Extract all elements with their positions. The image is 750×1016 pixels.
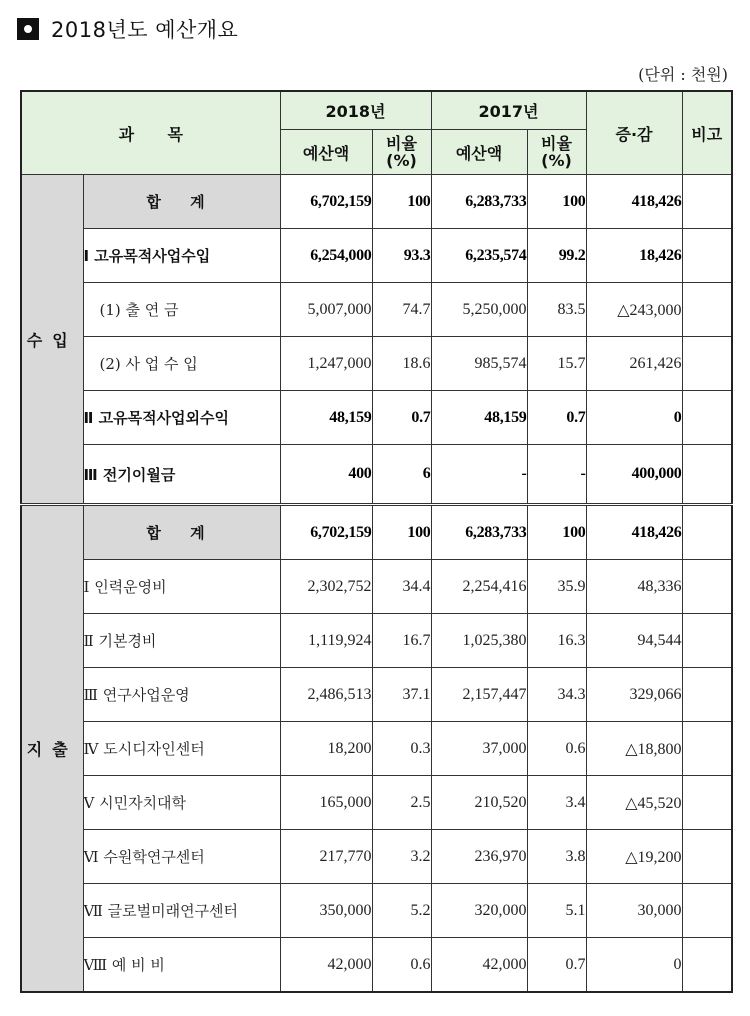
cell-2017-ratio: 100 <box>527 175 586 229</box>
cell-2017-amount: 42,000 <box>431 938 527 993</box>
cell-2017-amount: 2,157,447 <box>431 668 527 722</box>
section-income: 수입 <box>21 175 83 505</box>
cell-2017-ratio: 5.1 <box>527 884 586 938</box>
cell-2017-amount: 320,000 <box>431 884 527 938</box>
cell-change: △19,200 <box>586 830 682 884</box>
table-row <box>21 391 732 445</box>
cell-remarks <box>682 722 732 776</box>
cell-2018-ratio: 3.2 <box>372 830 431 884</box>
cell-2018-ratio: 18.6 <box>372 337 431 391</box>
title-text: 2018년도 예산개요 <box>51 18 239 42</box>
cell-2017-amount: - <box>431 445 527 505</box>
row-label: Ⅲ 전기이월금 <box>83 445 280 505</box>
table-row <box>21 337 732 391</box>
ratio-unit: (%) <box>386 151 417 170</box>
cell-2018-amount: 42,000 <box>280 938 372 993</box>
cell-2018-ratio: 100 <box>372 505 431 560</box>
cell-remarks <box>682 175 732 229</box>
cell-2018-ratio: 34.4 <box>372 560 431 614</box>
cell-change: △243,000 <box>586 283 682 337</box>
cell-2018-amount: 6,702,159 <box>280 505 372 560</box>
cell-change: △18,800 <box>586 722 682 776</box>
table-row <box>21 776 732 830</box>
table-row <box>21 722 732 776</box>
cell-2017-amount: 5,250,000 <box>431 283 527 337</box>
cell-2017-amount: 48,159 <box>431 391 527 445</box>
cell-2017-amount: 6,235,574 <box>431 229 527 283</box>
header-2017: 2017년 <box>431 91 586 130</box>
row-label: Ⅵ 수원학연구센터 <box>83 830 280 884</box>
cell-2017-amount: 210,520 <box>431 776 527 830</box>
table-row <box>21 668 732 722</box>
row-label: Ⅱ 고유목적사업외수익 <box>83 391 280 445</box>
cell-2018-ratio: 0.3 <box>372 722 431 776</box>
cell-2018-amount: 6,702,159 <box>280 175 372 229</box>
section-expense: 지출 <box>21 505 83 993</box>
table-row <box>21 175 732 229</box>
cell-change: 418,426 <box>586 175 682 229</box>
row-label: 합 계 <box>83 505 280 560</box>
cell-2017-ratio: 3.4 <box>527 776 586 830</box>
cell-remarks <box>682 283 732 337</box>
cell-2017-ratio: - <box>527 445 586 505</box>
ratio-label: 비율 <box>541 134 572 153</box>
table-row <box>21 560 732 614</box>
cell-2018-amount: 2,486,513 <box>280 668 372 722</box>
cell-2017-amount: 37,000 <box>431 722 527 776</box>
cell-2018-amount: 6,254,000 <box>280 229 372 283</box>
cell-2018-amount: 1,247,000 <box>280 337 372 391</box>
header-2018-ratio <box>372 130 431 175</box>
header-subject: 과 목 <box>21 91 280 175</box>
cell-2018-ratio: 16.7 <box>372 614 431 668</box>
cell-remarks <box>682 229 732 283</box>
ratio-label: 비율 <box>386 134 417 153</box>
cell-remarks <box>682 776 732 830</box>
row-label: Ⅷ 예 비 비 <box>83 938 280 993</box>
cell-2017-amount: 1,025,380 <box>431 614 527 668</box>
cell-change: 30,000 <box>586 884 682 938</box>
cell-2017-ratio: 16.3 <box>527 614 586 668</box>
cell-2018-amount: 5,007,000 <box>280 283 372 337</box>
row-label: Ⅱ 기본경비 <box>83 614 280 668</box>
table-row <box>21 614 732 668</box>
cell-2018-amount: 165,000 <box>280 776 372 830</box>
cell-remarks <box>682 337 732 391</box>
cell-change: 329,066 <box>586 668 682 722</box>
page-title <box>17 14 238 44</box>
cell-2018-ratio: 2.5 <box>372 776 431 830</box>
cell-2018-ratio: 0.6 <box>372 938 431 993</box>
cell-2018-amount: 350,000 <box>280 884 372 938</box>
cell-2017-ratio: 0.6 <box>527 722 586 776</box>
cell-remarks <box>682 938 732 993</box>
row-label: 합 계 <box>83 175 280 229</box>
header-2017-amount: 예산액 <box>431 130 527 175</box>
cell-2017-amount: 6,283,733 <box>431 175 527 229</box>
cell-2018-amount: 18,200 <box>280 722 372 776</box>
cell-2018-ratio: 100 <box>372 175 431 229</box>
cell-2017-ratio: 35.9 <box>527 560 586 614</box>
ratio-unit: (%) <box>541 151 572 170</box>
bullet-icon <box>17 18 39 40</box>
cell-remarks <box>682 668 732 722</box>
table-row <box>21 505 732 560</box>
cell-2017-amount: 985,574 <box>431 337 527 391</box>
cell-change: 18,426 <box>586 229 682 283</box>
cell-remarks <box>682 505 732 560</box>
cell-change: 418,426 <box>586 505 682 560</box>
table-row <box>21 283 732 337</box>
header-2018: 2018년 <box>280 91 431 130</box>
row-label: Ⅰ 인력운영비 <box>83 560 280 614</box>
cell-change: 94,544 <box>586 614 682 668</box>
cell-2018-amount: 48,159 <box>280 391 372 445</box>
table-row <box>21 830 732 884</box>
cell-2018-amount: 217,770 <box>280 830 372 884</box>
cell-2017-ratio: 15.7 <box>527 337 586 391</box>
header-change: 증·감 <box>586 91 682 175</box>
cell-2017-amount: 2,254,416 <box>431 560 527 614</box>
cell-remarks <box>682 445 732 505</box>
cell-change: 48,336 <box>586 560 682 614</box>
cell-2018-ratio: 6 <box>372 445 431 505</box>
row-label: Ⅰ 고유목적사업수입 <box>83 229 280 283</box>
cell-change: 261,426 <box>586 337 682 391</box>
cell-2017-ratio: 99.2 <box>527 229 586 283</box>
cell-2018-amount: 2,302,752 <box>280 560 372 614</box>
cell-2017-amount: 236,970 <box>431 830 527 884</box>
cell-remarks <box>682 884 732 938</box>
cell-2017-ratio: 34.3 <box>527 668 586 722</box>
cell-2018-ratio: 5.2 <box>372 884 431 938</box>
table-row <box>21 884 732 938</box>
table-row <box>21 229 732 283</box>
cell-2017-ratio: 0.7 <box>527 938 586 993</box>
cell-remarks <box>682 614 732 668</box>
table-row <box>21 938 732 993</box>
row-label: Ⅶ 글로벌미래연구센터 <box>83 884 280 938</box>
cell-2017-ratio: 83.5 <box>527 283 586 337</box>
header-2017-ratio <box>527 130 586 175</box>
row-label: Ⅳ 도시디자인센터 <box>83 722 280 776</box>
cell-remarks <box>682 830 732 884</box>
cell-2017-amount: 6,283,733 <box>431 505 527 560</box>
cell-2018-ratio: 74.7 <box>372 283 431 337</box>
cell-remarks <box>682 560 732 614</box>
cell-2018-amount: 1,119,924 <box>280 614 372 668</box>
cell-remarks <box>682 391 732 445</box>
row-label: Ⅴ 시민자치대학 <box>83 776 280 830</box>
row-label: (2) 사 업 수 입 <box>83 337 280 391</box>
unit-label: (단위 : 천원) <box>638 65 728 84</box>
cell-2018-ratio: 0.7 <box>372 391 431 445</box>
header-2018-amount: 예산액 <box>280 130 372 175</box>
header-remarks: 비고 <box>682 91 732 175</box>
cell-change: 400,000 <box>586 445 682 505</box>
cell-2017-ratio: 3.8 <box>527 830 586 884</box>
cell-2018-ratio: 93.3 <box>372 229 431 283</box>
cell-change: 0 <box>586 391 682 445</box>
cell-change: △45,520 <box>586 776 682 830</box>
cell-2017-ratio: 0.7 <box>527 391 586 445</box>
row-label: (1) 출 연 금 <box>83 283 280 337</box>
cell-change: 0 <box>586 938 682 993</box>
row-label: Ⅲ 연구사업운영 <box>83 668 280 722</box>
budget-table <box>20 90 733 993</box>
table-row <box>21 445 732 505</box>
cell-2018-ratio: 37.1 <box>372 668 431 722</box>
cell-2017-ratio: 100 <box>527 505 586 560</box>
cell-2018-amount: 400 <box>280 445 372 505</box>
